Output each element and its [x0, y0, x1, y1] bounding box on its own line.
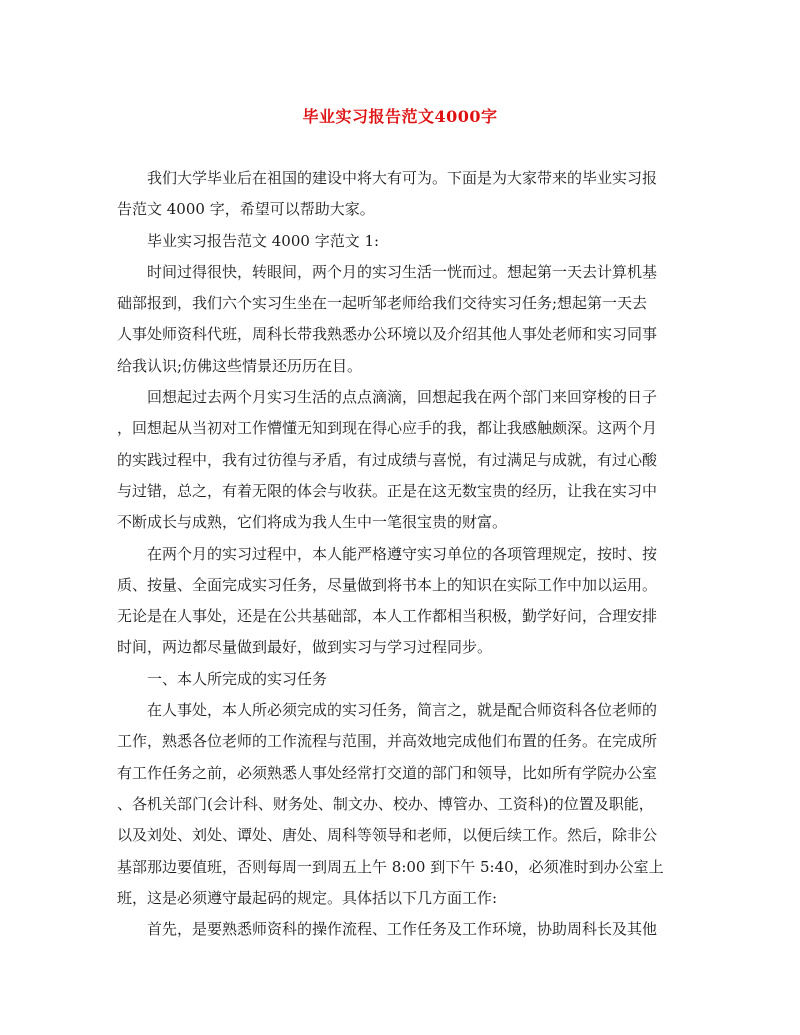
paragraph	[117, 382, 687, 538]
paragraph	[117, 539, 687, 664]
paragraph	[117, 914, 687, 945]
text-line: 的实践过程中，我有过彷徨与矛盾，有过成绩与喜悦，有过满足与成就，有过心酸	[117, 450, 658, 469]
text-line: ，回想起从当初对工作懵懂无知到现在得心应手的我，都让我感触颇深。这两个月	[117, 419, 658, 438]
text-line: 告范文 4000 字，希望可以帮助大家。	[117, 200, 375, 219]
text-line: 基部那边要值班，否则每周一到周五上午 8:00 到下午 5:40，必须准时到办公室上	[117, 857, 664, 876]
text-line: 回想起过去两个月实习生活的点点滴滴，回想起我在两个部门来回穿梭的日子	[147, 388, 658, 407]
text-line: 毕业实习报告范文 4000 字范文 1:	[147, 231, 380, 250]
paragraph	[117, 695, 687, 914]
document-title: 毕业实习报告范文4000字	[302, 107, 498, 126]
text-line: 础部报到，我们六个实习生坐在一起听邹老师给我们交待实习任务;想起第一天去	[117, 294, 648, 313]
text-line: 以及刘处、刘处、谭处、唐处、周科等领导和老师，以便后续工作。然后，除非公	[117, 826, 658, 845]
text-line: 给我认识;仿佛这些情景还历历在目。	[117, 356, 363, 375]
paragraph	[117, 226, 687, 257]
text-line: 工作，熟悉各位老师的工作流程与范围，并高效地完成他们布置的任务。在完成所	[117, 732, 658, 751]
text-line: 、各机关部门(会计科、财务处、制文办、校办、博管办、工资科)的位置及职能，	[117, 794, 654, 813]
text-line: 人事处师资科代班，周科长带我熟悉办公环境以及介绍其他人事处老师和实习同事	[117, 325, 658, 344]
text-line: 有工作任务之前，必须熟悉人事处经常打交道的部门和领导，比如所有学院办公室	[117, 763, 658, 782]
text-line: 我们大学毕业后在祖国的建设中将大有可为。下面是为大家带来的毕业实习报	[147, 169, 658, 187]
text-line: 质、按量、全面完成实习任务，尽量做到将书本上的知识在实际工作中加以运用。	[117, 575, 658, 594]
text-line: 无论是在人事处，还是在公共基础部，本人工作都相当积极，勤学好问，合理安排	[117, 607, 658, 626]
paragraph	[117, 257, 687, 382]
text-line: 在两个月的实习过程中，本人能严格遵守实习单位的各项管理规定，按时、按	[147, 544, 658, 563]
document-body	[117, 163, 687, 945]
paragraph	[117, 163, 687, 226]
text-line: 在人事处，本人所必须完成的实习任务，简言之，就是配合师资科各位老师的	[147, 701, 658, 720]
text-line: 时间，两边都尽量做到最好，做到实习与学习过程同步。	[117, 638, 493, 657]
text-line: 时间过得很快，转眼间，两个月的实习生活一恍而过。想起第一天去计算机基	[147, 262, 658, 281]
text-line: 不断成长与成熟，它们将成为我人生中一笔很宝贵的财富。	[117, 513, 508, 532]
text-line: 首先，是要熟悉师资科的操作流程、工作任务及工作环境，协助周科长及其他	[147, 920, 658, 939]
text-line: 班，这是必须遵守最起码的规定。具体括以下几方面工作:	[117, 888, 498, 907]
text-line: 一、本人所完成的实习任务	[147, 669, 328, 688]
text-line: 与过错，总之，有着无限的体会与收获。正是在这无数宝贵的经历，让我在实习中	[117, 481, 658, 500]
section-heading	[117, 664, 687, 695]
